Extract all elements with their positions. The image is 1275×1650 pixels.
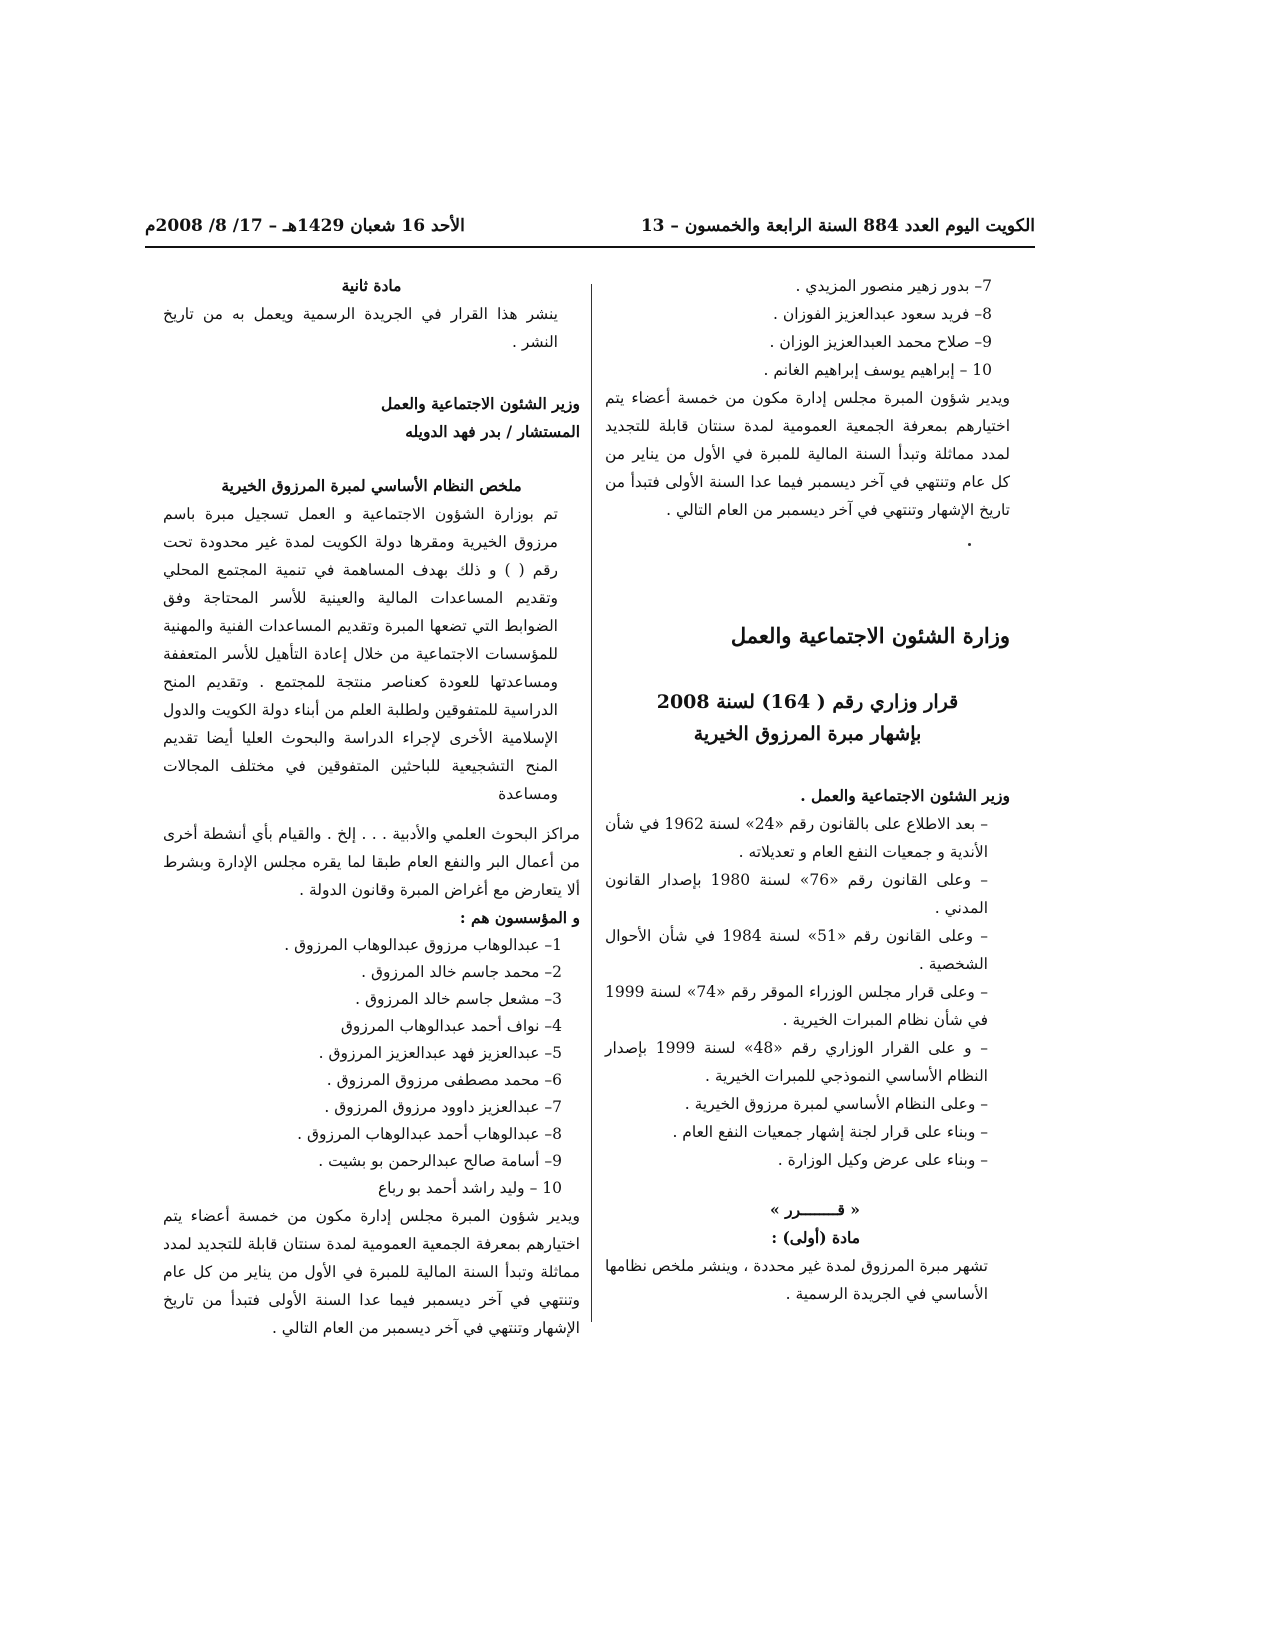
list-item: 8– فريد سعود عبدالعزيز الفوزان . bbox=[772, 305, 992, 323]
article1-text: تشهر مبرة المرزوق لمدة غير محددة ، وينشر ملخص نظامها الأساسي في الجريدة الرسمية . bbox=[605, 1257, 988, 1303]
column-divider bbox=[591, 284, 592, 1322]
preamble bbox=[605, 810, 1010, 1174]
summary-title: ملخص النظام الأساسي لمبرة المرزوق الخيرية bbox=[221, 476, 522, 495]
board-paragraph: ويدير شؤون المبرة مجلس إدارة مكون من خمسة أعضاء يتم اختيارهم بمعرفة الجمعية العمومية لمدة سنتان قابلة للتجديد لمدد مماثلة وتبدأ السنة المالية للمبرة في الأول من يناير من كل عام وتنتهي في آخر ديسمبر فيما عدا السنة الأولى فتبدأ من تاريخ الإشهار وتنتهي في آخر ديسمبر من العام التالي . bbox=[605, 389, 1010, 519]
preamble-item: – وعلى قرار مجلس الوزراء الموقر رقم «74» لسنة 1999 في شأن نظام المبرات الخيرية . bbox=[605, 983, 988, 1029]
page-header bbox=[145, 212, 1035, 248]
summary-paragraph: تم بوزارة الشؤون الاجتماعية و العمل تسجيل مبرة باسم مرزوق الخيرية ومقرها دولة الكويت لمدة غير محدودة تحت رقم ( ) و ذلك بهدف المساهمة في تنمية المجتمع المحلي وتقديم المساعدات المالية والعينية للأسر المحتاجة وفق الضوابط التي تضعها المبرة وتقديم المساعدات الفنية والمهنية للمؤسسات الاجتماعية من خلال إعادة التأهيل للأسر المتعففة ومساعدتها للعودة كعناصر منتجة للمجتمع . وتقديم المنح الدراسية للمتفوقين ولطلبة العلم من أبناء دولة الكويت والدول الإسلامية الأخرى لإجراء الدراسة والبحوث العليا أيضا تقديم المنح التشجيعية للباحثين المتفوقين في مختلف المجالات ومساعدة bbox=[163, 505, 558, 803]
founders-title: و المؤسسون هم : bbox=[459, 908, 580, 927]
article2-text: ينشر هذا القرار في الجريدة الرسمية ويعمل به من تاريخ النشر . bbox=[163, 305, 558, 351]
list-item: 2– محمد جاسم خالد المرزوق . bbox=[361, 963, 562, 981]
list-item: 5– عبدالعزيز فهد عبدالعزيز المرزوق . bbox=[318, 1044, 562, 1062]
preamble-item: – وبناء على عرض وكيل الوزارة . bbox=[777, 1151, 988, 1169]
founders-list bbox=[163, 932, 580, 1202]
left-column bbox=[163, 272, 580, 1342]
list-item: 7– بدور زهير منصور المزيدي . bbox=[795, 277, 992, 295]
list-item: 6– محمد مصطفى مرزوق المرزوق . bbox=[326, 1071, 562, 1089]
ministry-heading: وزارة الشئون الاجتماعية والعمل bbox=[730, 623, 1010, 648]
members-list-continued bbox=[605, 272, 1010, 384]
board-paragraph: ويدير شؤون المبرة مجلس إدارة مكون من خمسة أعضاء يتم اختيارهم بمعرفة الجمعية العمومية لمدة سنتان قابلة للتجديد لمدد مماثلة وتبدأ السنة المالية للمبرة في الأول من يناير من كل عام وتنتهي في آخر ديسمبر فيما عدا السنة الأولى فتبدأ من تاريخ الإشهار وتنتهي في آخر ديسمبر من العام التالي . bbox=[163, 1207, 580, 1337]
right-column bbox=[605, 272, 1010, 1308]
list-item: 9– أسامة صالح عبدالرحمن بو بشيت . bbox=[318, 1152, 562, 1170]
summary-paragraph-continued: مراكز البحوث العلمي والأدبية . . . إلخ . والقيام بأي أنشطة أخرى من أعمال البر والنفع العام طبقا لما يقره مجلس الإدارة وبشرط ألا يتعارض مع أغراض المبرة وقانون الدولة . bbox=[163, 825, 580, 899]
list-item: 9– صلاح محمد العبدالعزيز الوزان . bbox=[769, 333, 992, 351]
header-issue-info: الكويت اليوم العدد 884 السنة الرابعة والخمسون – 13 bbox=[640, 216, 1035, 236]
list-item: 4– نواف أحمد عبدالوهاب المرزوق bbox=[340, 1017, 562, 1035]
header-date: الأحد 16 شعبان 1429هـ – 17/ 8/ 2008م bbox=[145, 216, 465, 236]
list-item: 10 – إبراهيم يوسف إبراهيم الغانم . bbox=[763, 361, 992, 379]
list-item: 7– عبدالعزيز داوود مرزوق المرزوق . bbox=[324, 1098, 562, 1116]
list-item: 10 – وليد راشد أحمد بو رباع bbox=[377, 1179, 562, 1197]
signature-title: وزير الشئون الاجتماعية والعمل bbox=[381, 394, 580, 413]
decree-subtitle: بإشهار مبرة المرزوق الخيرية bbox=[693, 723, 922, 745]
preamble-item: – وعلى النظام الأساسي لمبرة مرزوق الخيرية . bbox=[684, 1095, 988, 1113]
article1-title: مادة (أولى) : bbox=[771, 1228, 860, 1247]
list-item: 8– عبدالوهاب أحمد عبدالوهاب المرزوق . bbox=[297, 1125, 562, 1143]
preamble-item: – وعلى القانون رقم «76» لسنة 1980 بإصدار القانون المدني . bbox=[605, 871, 989, 917]
decides-heading: « قــــــــرر » bbox=[770, 1200, 860, 1219]
minister-title: وزير الشئون الاجتماعية والعمل . bbox=[800, 786, 1010, 805]
preamble-item: – وبناء على قرار لجنة إشهار جمعيات النفع العام . bbox=[672, 1123, 988, 1141]
preamble-item: – وعلى القانون رقم «51» لسنة 1984 في شأن الأحوال الشخصية . bbox=[605, 927, 989, 973]
preamble-item: – و على القرار الوزاري رقم «48» لسنة 1999 بإصدار النظام الأساسي النموذجي للمبرات الخيرية . bbox=[605, 1039, 989, 1085]
preamble-item: – بعد الاطلاع على بالقانون رقم «24» لسنة 1962 في شأن الأندية و جمعيات النفع العام و تعديلاته . bbox=[605, 815, 988, 861]
signature-name: المستشار / بدر فهد الدويله bbox=[405, 422, 580, 441]
article2-title: مادة ثانية bbox=[341, 276, 402, 295]
decree-title: قرار وزاري رقم ( 164) لسنة 2008 bbox=[656, 691, 959, 713]
list-item: 1– عبدالوهاب مرزوق عبدالوهاب المرزوق . bbox=[284, 936, 562, 954]
list-item: 3– مشعل جاسم خالد المرزوق . bbox=[355, 990, 562, 1008]
